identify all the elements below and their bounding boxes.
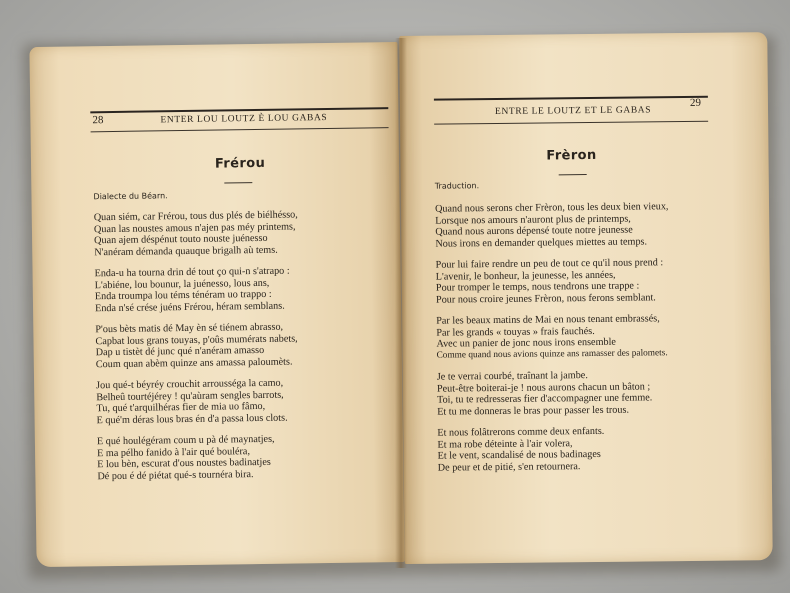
verse-line: E qué houlégéram coum u pà dé maynatjes,: [96, 433, 275, 448]
verse-line: Comme quand nous avions quinze ans ramasser des palomets.: [436, 348, 668, 361]
verse-line: Quan ajem déspénut touto nouste juénesso: [94, 233, 268, 247]
right-stanza-4: [437, 369, 653, 418]
right-stanza-5: [437, 426, 604, 474]
verse-line: Je te verrai courbé, traînant la jambe.: [436, 370, 588, 383]
verse-line: Enda troumpa lou téms ténéram uo trappo :: [94, 288, 272, 303]
verse-line: Pour nous croire jeunes Frèron, nous ferons semblant.: [435, 292, 656, 306]
left-running-header: ENTER LOU LOUTZ È LOU GABAS: [160, 113, 328, 126]
verse-line: Belheû tourtéjérey ! qu'aùram sengles barrots,: [96, 389, 284, 403]
verse-line: Quand nous serons cher Frèron, tous les deux bien vieux,: [434, 201, 669, 215]
verse-line: Et nous folâtrerons comme deux enfants.: [437, 425, 605, 439]
right-header-rule-top: [434, 96, 708, 101]
verse-line: Peut-être boiterai-je ! nous aurons chacun un bâton ;: [436, 380, 651, 395]
verse-line: Coum quan abèm quinze ans amassa paloumèts.: [95, 356, 293, 371]
right-header-rule-bottom: [434, 121, 708, 125]
right-title-rule: [559, 174, 587, 175]
verse-line: Par les grands « touyas » frais fauchés.: [436, 325, 595, 339]
right-poem-subtitle: Traduction.: [434, 181, 480, 191]
verse-line: L'abiéne, lou bounur, la juénesso, lous ans,: [94, 277, 270, 291]
book-gutter: [395, 38, 407, 568]
verse-line: Quand nous aurons dépensé toute notre jeunesse: [435, 224, 633, 238]
verse-line: Dap u tistèt dé junc qué n'anéram amasso: [95, 345, 265, 359]
verse-line: Jou qué-t béyréy crouchit arrousséga la camo,: [96, 377, 284, 392]
right-stanza-3: [436, 313, 668, 362]
left-stanza-3: [95, 321, 298, 370]
verse-line: Pour tromper le temps, nous tendrons une trappe :: [435, 280, 640, 294]
verse-line: E lou bèn, escurat d'ous noustes badinatjes: [97, 457, 271, 471]
verse-line: Et le vent, scandalisé de nous badinages: [437, 449, 601, 462]
verse-line: Pour lui faire rendre un peu de tout ce qu'il nous prend :: [435, 257, 664, 271]
verse-line: Quan siém, car Frérou, tous dus plés de biélhésso,: [93, 209, 298, 224]
right-page: [399, 32, 773, 564]
verse-line: Avec un panier de jonc nous irons ensemble: [436, 336, 616, 350]
verse-line: Enda n'sé crése juéns Frérou, héram semblans.: [94, 300, 285, 315]
verse-line: E ma pélho fanido à l'air qué bouléra,: [97, 445, 251, 459]
verse-line: Et tu me donneras le bras pour passer les trous.: [437, 404, 630, 418]
left-stanza-1: [94, 209, 299, 258]
verse-line: Capbat lous grans touyas, p'oûs mumérats nabets,: [95, 333, 298, 347]
left-stanza-5: [97, 434, 275, 483]
verse-line: Lorsque nos amours n'auront plus de printemps,: [435, 213, 631, 227]
right-running-header: ENTRE LE LOUTZ ET LE GABAS: [494, 105, 652, 118]
verse-line: Toi, tu te redresseras fier d'accompagner une femme.: [436, 392, 653, 406]
verse-line: L'avenir, le bonheur, la jeunesse, les années,: [435, 269, 616, 283]
verse-line: Quan las noustes amous n'ajen pas méy printems,: [93, 221, 296, 235]
left-page: [29, 42, 404, 567]
verse-line: Enda-u ha tourna drin dé tout ço qui-n s'atrapo :: [94, 265, 290, 280]
right-stanza-1: [435, 201, 669, 250]
right-page-number: 29: [689, 96, 702, 109]
verse-line: Par les beaux matins de Mai en nous tenant embrassés,: [436, 313, 660, 327]
verse-line: E qué'm déras lous bras én d'a passa lous clots.: [96, 412, 288, 427]
right-stanza-2: [436, 257, 664, 306]
verse-line: Dé pou é dé piétat qué-s tournéra bira.: [97, 468, 254, 483]
verse-line: P'ous bèts matis dé May èn sé tiénem abrasso,: [95, 321, 284, 336]
left-poem-title: Frérou: [214, 155, 266, 172]
left-stanza-4: [96, 378, 288, 427]
verse-line: N'anéram démanda quauque brigalh aù tems.: [94, 244, 278, 259]
verse-line: Et ma robe déteinte à l'air volera,: [437, 437, 573, 451]
left-stanza-2: [94, 266, 290, 315]
verse-line: Tu, qué t'arquilhéras fier de mia uo fâmo,: [96, 401, 266, 415]
left-header-rule-top: [90, 107, 388, 113]
left-title-rule: [224, 182, 252, 183]
verse-line: Nous irons en demander quelques miettes au temps.: [435, 236, 648, 250]
left-page-number: 28: [92, 114, 104, 127]
right-poem-title: Frèron: [546, 147, 597, 164]
verse-line: De peur et de pitié, s'en retournera.: [437, 460, 581, 474]
left-poem-subtitle: Dialecte du Béarn.: [93, 191, 168, 202]
left-header-rule-bottom: [91, 127, 389, 132]
